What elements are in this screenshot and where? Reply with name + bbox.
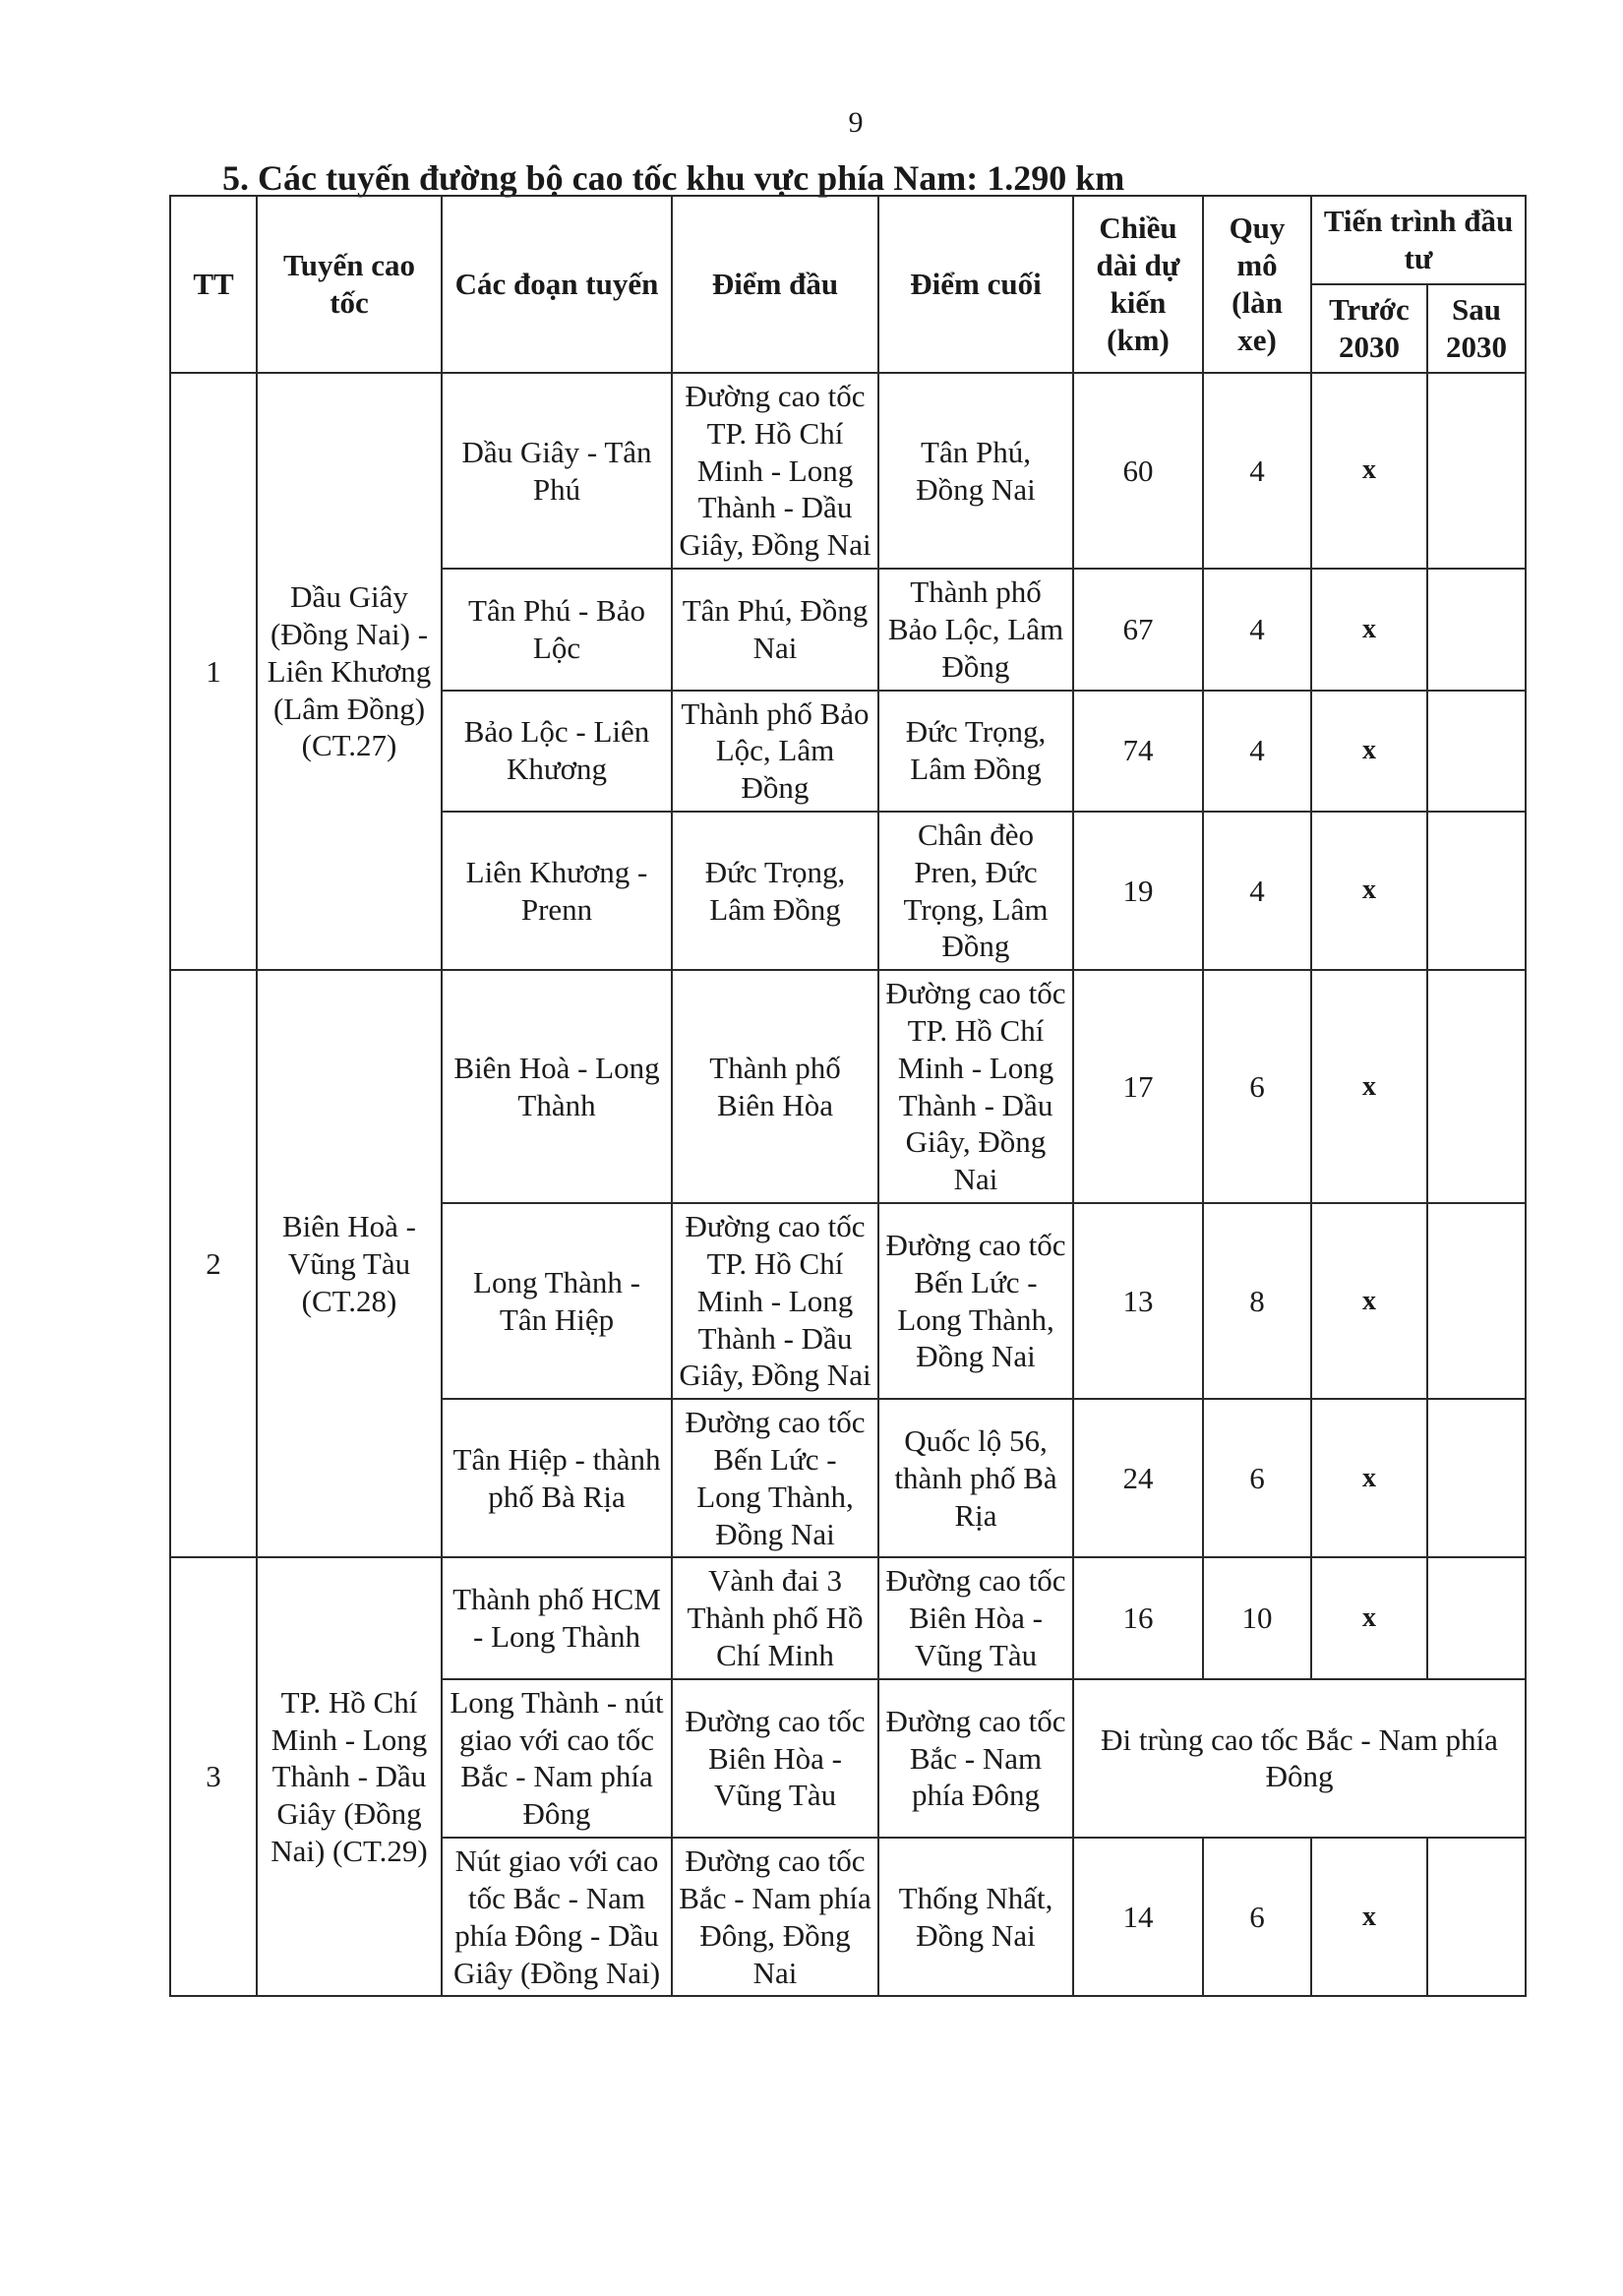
row-end: Đức Trọng, Lâm Đồng — [878, 691, 1073, 812]
row-before-2030: x — [1311, 1399, 1427, 1557]
row-segment: Dầu Giây - Tân Phú — [442, 373, 672, 569]
table-row — [170, 970, 1526, 1203]
row-start: Đường cao tốc TP. Hồ Chí Minh - Long Thành - Dầu Giây, Đồng Nai — [672, 373, 878, 569]
row-after-2030 — [1427, 1203, 1526, 1399]
row-start: Đường cao tốc Bến Lức - Long Thành, Đồng Nai — [672, 1399, 878, 1557]
table-row — [170, 1557, 1526, 1678]
row-after-2030 — [1427, 373, 1526, 569]
row-length: 67 — [1073, 569, 1203, 690]
header-segment: Các đoạn tuyến — [442, 196, 672, 373]
header-tt: TT — [170, 196, 257, 373]
header-before: Trước 2030 — [1311, 284, 1427, 373]
row-length: 16 — [1073, 1557, 1203, 1678]
row-tt: 3 — [170, 1557, 257, 1996]
header-lanes: Quy mô (làn xe) — [1203, 196, 1311, 373]
row-after-2030 — [1427, 1399, 1526, 1557]
row-start: Đường cao tốc TP. Hồ Chí Minh - Long Thành - Dầu Giây, Đồng Nai — [672, 1203, 878, 1399]
row-before-2030: x — [1311, 373, 1427, 569]
row-before-2030: x — [1311, 1557, 1427, 1678]
row-end: Chân đèo Pren, Đức Trọng, Lâm Đồng — [878, 812, 1073, 970]
row-lanes: 6 — [1203, 970, 1311, 1203]
row-after-2030 — [1427, 691, 1526, 812]
row-segment: Tân Phú - Bảo Lộc — [442, 569, 672, 690]
row-route: Biên Hoà - Vũng Tàu (CT.28) — [257, 970, 442, 1557]
row-after-2030 — [1427, 970, 1526, 1203]
row-lanes: 6 — [1203, 1838, 1311, 1996]
row-length: 17 — [1073, 970, 1203, 1203]
row-segment: Tân Hiệp - thành phố Bà Rịa — [442, 1399, 672, 1557]
row-start: Đường cao tốc Bắc - Nam phía Đông, Đồng Nai — [672, 1838, 878, 1996]
row-tt: 2 — [170, 970, 257, 1557]
row-start: Thành phố Bảo Lộc, Lâm Đồng — [672, 691, 878, 812]
row-route: Dầu Giây (Đồng Nai) - Liên Khương (Lâm Đồng) (CT.27) — [257, 373, 442, 970]
row-length: 24 — [1073, 1399, 1203, 1557]
row-before-2030: x — [1311, 1203, 1427, 1399]
header-progress: Tiến trình đầu tư — [1311, 196, 1526, 284]
section-title: 5. Các tuyến đường bộ cao tốc khu vực phía Nam: 1.290 km — [222, 158, 1125, 198]
row-end: Thống Nhất, Đồng Nai — [878, 1838, 1073, 1996]
row-tt: 1 — [170, 373, 257, 970]
header-after: Sau 2030 — [1427, 284, 1526, 373]
row-segment: Thành phố HCM - Long Thành — [442, 1557, 672, 1678]
row-before-2030: x — [1311, 1838, 1427, 1996]
row-lanes: 4 — [1203, 569, 1311, 690]
row-start: Thành phố Biên Hòa — [672, 970, 878, 1203]
row-length: 60 — [1073, 373, 1203, 569]
expressway-table — [169, 195, 1527, 1997]
row-end: Đường cao tốc Biên Hòa - Vũng Tàu — [878, 1557, 1073, 1678]
row-note: Đi trùng cao tốc Bắc - Nam phía Đông — [1073, 1679, 1526, 1838]
row-after-2030 — [1427, 1557, 1526, 1678]
row-lanes: 6 — [1203, 1399, 1311, 1557]
row-route: TP. Hồ Chí Minh - Long Thành - Dầu Giây (Đồng Nai) (CT.29) — [257, 1557, 442, 1996]
row-length: 14 — [1073, 1838, 1203, 1996]
row-end: Đường cao tốc Bến Lức - Long Thành, Đồng Nai — [878, 1203, 1073, 1399]
row-lanes: 4 — [1203, 812, 1311, 970]
row-lanes: 8 — [1203, 1203, 1311, 1399]
page-number: 9 — [848, 106, 864, 139]
row-end: Quốc lộ 56, thành phố Bà Rịa — [878, 1399, 1073, 1557]
row-length: 19 — [1073, 812, 1203, 970]
row-end: Đường cao tốc TP. Hồ Chí Minh - Long Thành - Dầu Giây, Đồng Nai — [878, 970, 1073, 1203]
header-route: Tuyến cao tốc — [257, 196, 442, 373]
header-row — [170, 196, 1526, 284]
row-after-2030 — [1427, 1838, 1526, 1996]
row-start: Vành đai 3 Thành phố Hồ Chí Minh — [672, 1557, 878, 1678]
row-after-2030 — [1427, 812, 1526, 970]
row-segment: Nút giao với cao tốc Bắc - Nam phía Đông - Dầu Giây (Đồng Nai) — [442, 1838, 672, 1996]
row-start: Đức Trọng, Lâm Đồng — [672, 812, 878, 970]
row-start: Tân Phú, Đồng Nai — [672, 569, 878, 690]
row-before-2030: x — [1311, 970, 1427, 1203]
row-segment: Liên Khương - Prenn — [442, 812, 672, 970]
table-row — [170, 373, 1526, 569]
row-lanes: 4 — [1203, 373, 1311, 569]
row-segment: Biên Hoà - Long Thành — [442, 970, 672, 1203]
row-before-2030: x — [1311, 812, 1427, 970]
row-before-2030: x — [1311, 691, 1427, 812]
row-segment: Bảo Lộc - Liên Khương — [442, 691, 672, 812]
header-end: Điểm cuối — [878, 196, 1073, 373]
row-lanes: 4 — [1203, 691, 1311, 812]
row-start: Đường cao tốc Biên Hòa - Vũng Tàu — [672, 1679, 878, 1838]
row-segment: Long Thành - Tân Hiệp — [442, 1203, 672, 1399]
header-length: Chiều dài dự kiến (km) — [1073, 196, 1203, 373]
row-length: 13 — [1073, 1203, 1203, 1399]
row-segment: Long Thành - nút giao với cao tốc Bắc - Nam phía Đông — [442, 1679, 672, 1838]
row-length: 74 — [1073, 691, 1203, 812]
row-after-2030 — [1427, 569, 1526, 690]
row-before-2030: x — [1311, 569, 1427, 690]
row-end: Đường cao tốc Bắc - Nam phía Đông — [878, 1679, 1073, 1838]
row-lanes: 10 — [1203, 1557, 1311, 1678]
row-end: Thành phố Bảo Lộc, Lâm Đồng — [878, 569, 1073, 690]
row-end: Tân Phú, Đồng Nai — [878, 373, 1073, 569]
header-start: Điểm đầu — [672, 196, 878, 373]
